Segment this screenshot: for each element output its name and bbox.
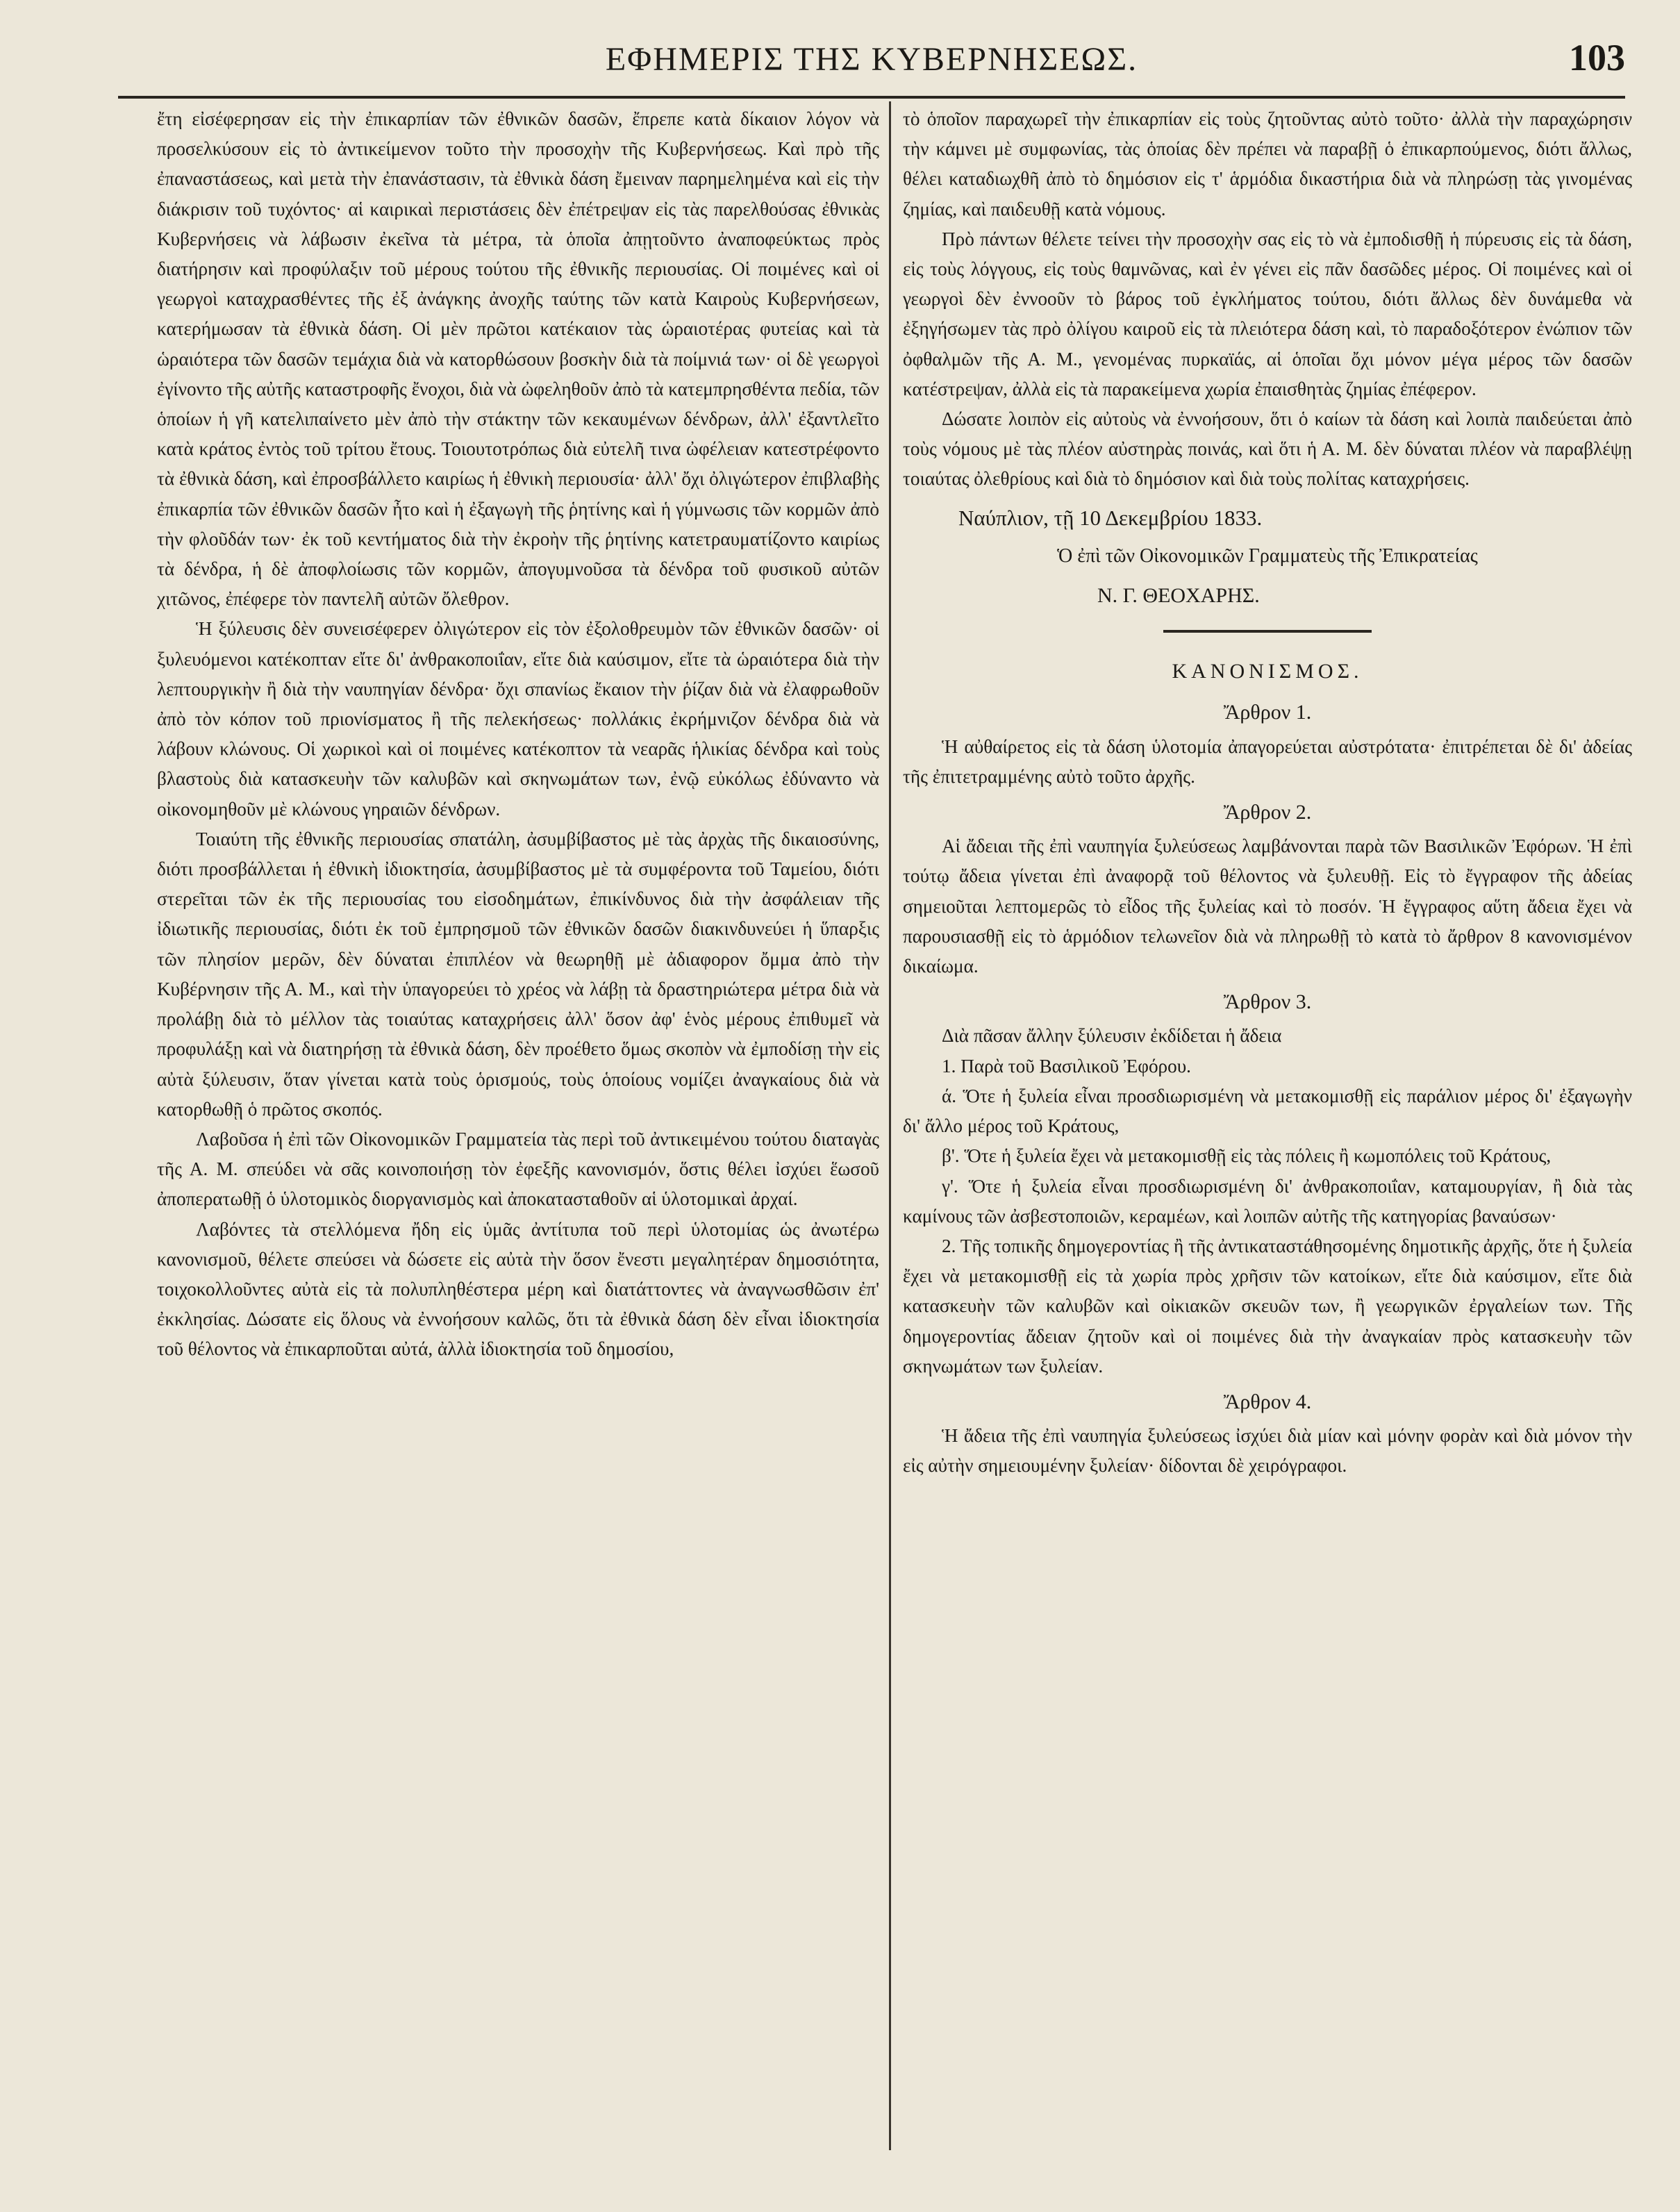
section-title: ΚΑΝΟΝΙΣΜΟΣ. (1172, 660, 1363, 683)
paragraph: Ἡ ξύλευσις δὲν συνεισέφερεν ὀλιγώτερον εἰς τὸν ἐξολοθρευμὸν τῶν ἐθνικῶν δασῶν· οἱ ξυλευόμενοι κατέκοπταν εἴτε δι' ἀνθρακοποιΐαν, εἴτε διὰ καύσιμον, εἴτε τὰ ὡραιότερα διὰ τὴν λεπτουργικὴν ἢ διὰ τὴν ναυπηγίαν δένδρα· ὄχι σπανίως ἔκαιον τὴν ῥίζαν διὰ νὰ ἐλαφρωθοῦν ἀπὸ τὸν κόπον τοῦ πριονίσματος ἢ τῆς πελεκήσεως· πολλάκις ἐκρήμνιζον δένδρα διὰ νὰ λάβουν κλώνους. Οἱ χωρικοὶ καὶ οἱ ποιμένες κατέκοπτον τὰ νεαρᾶς ἡλικίας δένδρα καὶ τοὺς βλαστοὺς διὰ κατασκευὴν τῶν καλυβῶν καὶ σκηνωμάτων των, ἐνῷ εὐκόλως ἐδύναντο νὰ οἰκονομηθοῦν μὲ κλώνους γηραιῶν δένδρων. (157, 618, 879, 820)
dateline: Ναύπλιον, τῇ 10 Δεκεμβρίου 1833. (958, 505, 1263, 530)
right-column (903, 104, 1632, 2146)
page-header (118, 33, 1625, 90)
running-title: ΕΦΗΜΕΡΙΣ ΤΗΣ ΚΥΒΕΡΝΗΣΕΩΣ. (605, 41, 1138, 78)
article-1-title: Ἄρθρον 1. (1223, 701, 1312, 724)
article-4-text: Ἡ ἄδεια τῆς ἐπὶ ναυπηγία ξυλεύσεως ἰσχύει διὰ μίαν καὶ μόνην φορὰν καὶ διὰ μόνον τὴν εἰς αὐτὴν σημειουμένην ξυλείαν· δίδονται δὲ χειρόγραφοι. (903, 1425, 1632, 1477)
header-rule (118, 96, 1625, 99)
paragraph: Λαβόντες τὰ στελλόμενα ἤδη εἰς ὑμᾶς ἀντίτυπα τοῦ περὶ ὑλοτομίας ὡς ἀνωτέρω κανονισμοῦ, θέλετε σπεύσει νὰ δώσετε εἰς αὐτὰ τὴν ὅσον ἔνεστι μεγαλητέραν δημοσιότητα, τοιχοκολλοῦντες αὐτὰ εἰς τὰ πολυπληθέστερα μέρη καὶ διατάττοντες νὰ ἀναγνωσθῶσιν ἐπ' ἐκκλησίας. Δώσατε εἰς ὅλους νὰ ἐννοήσουν καλῶς, ὅτι τὰ ἐθνικὰ δάση δὲν εἶναι ἰδιοκτησία τοῦ θέλοντος νὰ ἐπικαρποῦται αὐτά, ἀλλὰ ἰδιοκτησία τοῦ δημοσίου, (157, 1218, 879, 1360)
page-number: 103 (1569, 37, 1625, 78)
paragraph: ἔτη εἰσέφερησαν εἰς τὴν ἐπικαρπίαν τῶν ἐθνικῶν δασῶν, ἔπρεπε κατὰ δίκαιον λόγον νὰ προσελκύσουν εἰς τὸ ἀντικείμενον τοῦτο τὴν προσοχὴν τῆς Κυβερνήσεως. Καὶ πρὸ τῆς ἐπαναστάσεως, καὶ μετὰ τὴν ἐπανάστασιν, τὰ ἐθνικὰ δάση ἔμειναν παρημελημένα καὶ εἰς τὴν διάκρισιν τοῦ τυχόντος· αἱ καιρικαὶ περιστάσεις δὲν ἐπέτρεψαν εἰς τὰς παρελθούσας ἐθνικὰς Κυβερνήσεις νὰ λάβωσιν ἐκεῖνα τὰ μέτρα, τὰ ὁποῖα ἀπῃτοῦντο ἀναποφεύκτως πρὸς διατήρησιν καὶ προφύλαξιν τοῦ μέρους τούτου τῆς ἐθνικῆς περιουσίας. Οἱ ποιμένες καὶ οἱ γεωργοὶ καταχρασθέντες τῆς ἐξ ἀνάγκης ἀνοχῆς ταύτης τῶν κατὰ Καιροὺς Κυβερνήσεων, κατερήμωσαν τὰ ἐθνικὰ δάση. Οἱ μὲν πρῶτοι κατέκαιον τὰς ὡραιοτέρας φυτείας καὶ τὰ ὡραιότερα τῶν δασῶν τεμάχια διὰ νὰ κατορθώσουν βοσκὴν διὰ τὰ ποίμνιά των· οἱ δὲ γεωργοὶ ἐγίνοντο τῆς αὐτῆς καταστροφῆς ἔνοχοι, διὰ νὰ ὠφεληθοῦν ἀπὸ τὰ κατεμπρησθέντα πεδία, τῶν ὁποίων ἡ γῆ κατελιπαίνετο μὲν ἀπὸ τὴν στάκτην τῶν κεκαυμένων δένδρων, ἀλλ' ἐξαντλεῖτο κατὰ κράτος ἐντὸς τοῦ τρίτου ἔτους. Τοιουτοτρόπως διὰ εὐτελῆ τινα ὠφέλειαν κατεστρέφοντο τὰ ἐθνικὰ δάση, καὶ ἐπροσβάλλετο καιρίως ἡ ἐθνικὴ περιουσία· ἀλλ' ὄχι ὀλιγώτερον ἐπιβλαβὴς ἐπικαρπία τῶν ἐθνικῶν δασῶν ἦτο καὶ ἡ ἐξαγωγὴ τῆς ῥητίνης καὶ ἡ γύμνωσις τῶν κορμῶν ἀπὸ τὴν φλοῦδάν των· ἐκ τοῦ κεντήματος διὰ τὴν ἐκροὴν τῆς ῥητίνης κατετραυματίζοντο καιρίως τὰ δένδρα, ἡ δὲ ἀποφλοίωσις τῶν κορμῶν, ἀπογυμνοῦσα τὰ δένδρα τοῦ φυσικοῦ αὐτῶν χιτῶνος, ἐπέφερε τὸν παντελῆ αὐτῶν ὄλεθρον. (157, 108, 879, 610)
left-column (157, 104, 879, 2146)
signature-title: Ὁ ἐπὶ τῶν Οἰκονομικῶν Γραμματεὺς τῆς Ἐπικρατείας (1057, 544, 1478, 567)
article-3-intro: Διὰ πᾶσαν ἄλλην ξύλευσιν ἐκδίδεται ἡ ἄδεια (942, 1025, 1282, 1047)
paragraph: Τοιαύτη τῆς ἐθνικῆς περιουσίας σπατάλη, ἀσυμβίβαστος μὲ τὰς ἀρχὰς τῆς δικαιοσύνης, διότι προσβάλλεται ἡ ἐθνικὴ ἰδιοκτησία, ἀσυμβίβαστος μὲ τὰ συμφέροντα τοῦ Ταμείου, διότι στερεῖται τῶν ἐκ τῆς περιουσίας του εἰσοδημάτων, ἐπικίνδυνος διὰ τὴν ἀσφάλειαν τῆς ἰδιωτικῆς περιουσίας, διότι ἐκ τοῦ ἐμπρησμοῦ τῶν ἐθνικῶν δασῶν διακινδυνεύει ἡ ὕπαρξις τῶν πλησίον μερῶν, δὲν δύναται ἐπιπλέον νὰ θεωρηθῇ μὲ ἀδιαφορον ὄμμα ἀπὸ τὴν Κυβέρνησιν τῆς Α. Μ., καὶ τὴν ὑπαγορεύει τὸ χρέος νὰ λάβῃ τὰ δραστηριώτερα μέτρα διὰ νὰ προλάβῃ διὰ τὸ μέλλον τὰς τοιαύτας καταχρήσεις ἀλλ' ὅσον ἀφ' ἑνὸς μέρους ἐπιθυμεῖ νὰ προφυλάξῃ καὶ νὰ διατηρήσῃ τὰ ἐθνικὰ δάση, δὲν προέθετο ὅμως σκοπὸν νὰ ἐμποδίσῃ τὴν εἰς αὐτὰ ξύλευσιν, ὅταν γίνεται κατὰ τοὺς ὁρισμούς, τοὺς ὁποίους νομίζει ἀναγκαίους διὰ νὰ κατορθωθῇ ὁ πρῶτος σκοπός. (157, 828, 879, 1120)
article-3-item-1: 1. Παρὰ τοῦ Βασιλικοῦ Ἐφόρου. (942, 1055, 1191, 1076)
article-3-item-1c: γ'. Ὅτε ἡ ξυλεία εἶναι προσδιωρισμένη δι' ἀνθρακοποιΐαν, καταμουργίαν, ἢ διὰ τὰς καμίνους τῶν ἀσβεστοποιῶν, κεραμέων, καὶ λοιπῶν αὐτῆς τῆς κατηγορίας βαναύσων· (903, 1175, 1632, 1226)
paragraph: Δώσατε λοιπὸν εἰς αὐτοὺς νὰ ἐννοήσουν, ὅτι ὁ καίων τὰ δάση καὶ λοιπὰ παιδεύεται ἀπὸ τοὺς νόμους μὲ τὰς πλέον αὐστηρὰς ποινάς, καὶ ὅτι ἡ Α. Μ. δὲν δύναται πλέον νὰ παραβλέψῃ τοιαύτας ὀλεθρίους καὶ διὰ τὸ δημόσιον καὶ διὰ τοὺς πολίτας καταχρήσεις. (903, 408, 1632, 490)
separator-rule (1163, 630, 1372, 633)
article-4-title: Ἄρθρον 4. (1223, 1390, 1312, 1413)
article-2-title: Ἄρθρον 2. (1223, 801, 1312, 824)
article-3-item-2: 2. Τῆς τοπικῆς δημογεροντίας ἢ τῆς ἀντικαταστάθησομένης δημοτικῆς ἀρχῆς, ὅτε ἡ ξυλεία ἔχει νὰ μετακομισθῇ εἰς τὰ χωρία πρὸς χρῆσιν τῶν κατοίκων, εἴτε διὰ καύσιμον, εἴτε διὰ κατασκευὴν τῶν καλυβῶν καὶ οἰκιακῶν σκευῶν των, ἢ γεωργικῶν ἐργαλείων των. Τῆς δημογεροντίας ἄδειαν ζητοῦν καὶ οἱ ποιμένες διὰ τὴν ἀναγκαίαν πρὸς κατασκευὴν τῶν σκηνωμάτων των ξυλείαν. (903, 1235, 1632, 1377)
paragraph: Πρὸ πάντων θέλετε τείνει τὴν προσοχὴν σας εἰς τὸ νὰ ἐμποδισθῇ ἡ πύρευσις εἰς τὰ δάση, εἰς τοὺς λόγγους, εἰς τοὺς θαμνῶνας, καὶ ἐν γένει εἰς πᾶν δασῶδες μέρος. Οἱ ποιμένες καὶ οἱ γεωργοὶ δὲν ἐννοοῦν τὸ βάρος τοῦ ἐγκλήματος τούτου, διότι ἄλλως δὲν δυνάμεθα νὰ ἐξηγήσωμεν τὰς πρὸ ὀλίγου καιροῦ εἰς τὰ πλειότερα δάση καὶ, τὸ παραδοξότερον ἐνώπιον τῶν ὀφθαλμῶν τῆς Α. Μ., γενομένας πυρκαϊάς, αἱ ὁποῖαι ὄχι μόνον μέγα μέρος τῶν δασῶν κατέστρεψαν, ἀλλὰ εἰς τὰ παρακείμενα χωρία ἐπαισθητὰς ζημίας ἐπέφερον. (903, 228, 1632, 399)
article-3-item-1b: β'. Ὅτε ἡ ξυλεία ἔχει νὰ μετακομισθῇ εἰς τὰς πόλεις ἢ κωμοπόλεις τοῦ Κράτους, (942, 1145, 1552, 1167)
paragraph: Λαβοῦσα ἡ ἐπὶ τῶν Οἰκονομικῶν Γραμματεία τὰς περὶ τοῦ ἀντικειμένου τούτου διαταγὰς τῆς Α. Μ. σπεύδει νὰ σᾶς κοινοποιήσῃ τὸν ἐφεξῆς κανονισμόν, ὅστις θέλει ἰσχύει ἕωσοῦ ἀποπερατωθῇ ὁ ὑλοτομικὸς διοργανισμὸς καὶ ἀποκατασταθοῦν αἱ ὑλοτομικαὶ ἀρχαί. (157, 1128, 879, 1210)
article-2-text: Αἱ ἄδειαι τῆς ἐπὶ ναυπηγία ξυλεύσεως λαμβάνονται παρὰ τῶν Βασιλικῶν Ἐφόρων. Ἡ ἐπὶ τούτῳ ἄδεια γίνεται ἐπὶ ἀναφορᾷ τοῦ θέλοντος νὰ ξυλευθῇ. Εἰς τὸ ἔγγραφον τῆς ἀδείας σημειοῦται λεπτομερῶς τὸ εἶδος τῆς ξυλείας καὶ τὸ ποσόν. Ἡ ἔγγραφος αὕτη ἄδεια ἔχει νὰ παρουσιασθῇ εἰς τὸ ἁρμόδιον τελωνεῖον διὰ νὰ πληρωθῇ τὸ κατὰ τὸ ἄρθρον 8 κανονισμένον δικαίωμα. (903, 835, 1632, 977)
article-3-item-1a: ά. Ὅτε ἡ ξυλεία εἶναι προσδιωρισμένη νὰ μετακομισθῇ εἰς παράλιον μέρος δι' ἐξαγωγὴν δι' ἄλλο μέρος τοῦ Κράτους, (903, 1085, 1632, 1137)
article-3-title: Ἄρθρον 3. (1223, 990, 1312, 1014)
signature-name: Ν. Γ. ΘΕΟΧΑΡΗΣ. (1097, 584, 1260, 608)
article-1-text: Ἡ αὐθαίρετος εἰς τὰ δάση ὑλοτομία ἀπαγορεύεται αὐστρότατα· ἐπιτρέπεται δὲ δι' ἀδείας τῆς ἐπιτετραμμένης αὐτὸ τοῦτο ἀρχῆς. (903, 735, 1632, 787)
column-divider (889, 101, 891, 2150)
paragraph: τὸ ὁποῖον παραχωρεῖ τὴν ἐπικαρπίαν εἰς τοὺς ζητοῦντας αὐτὸ τοῦτο· ἀλλὰ τὴν παραχώρησιν τὴν κάμνει μὲ συμφωνίας, τὰς ὁποίας δὲν πρέπει νὰ παραβῇ ὁ ἐπικαρπούμενος, διότι ἄλλως, θέλει καταδιωχθῆ ἀπὸ τὸ δημόσιον εἰς τ' ἁρμόδια δικαστήρια διὰ νὰ πληρώσῃ τὰς γινομένας ζημίας, καὶ παιδευθῇ κατὰ νόμους. (903, 108, 1632, 219)
